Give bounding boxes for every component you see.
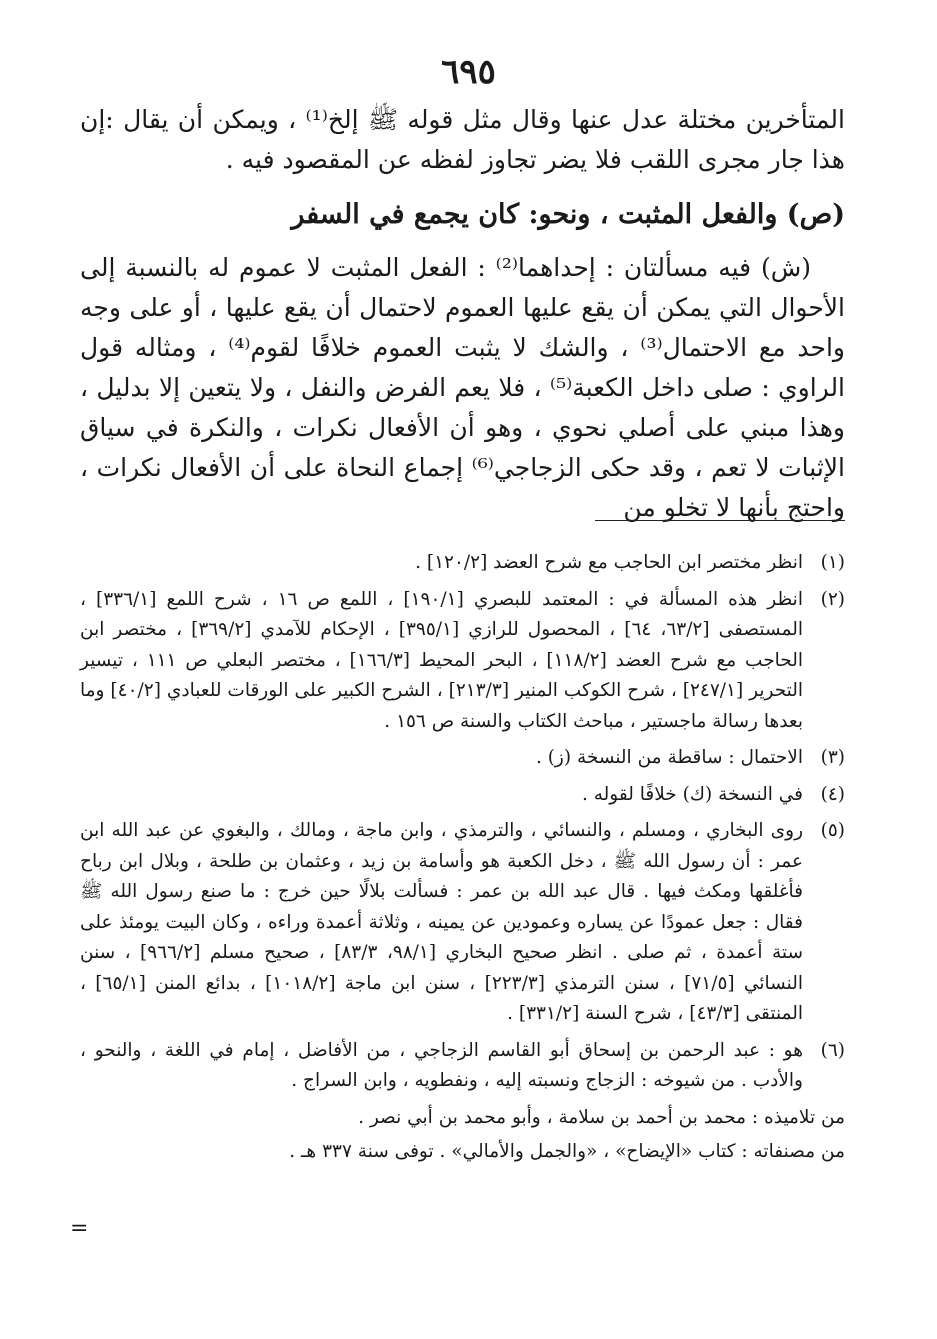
footnote-2 [80, 585, 845, 738]
footnote-text: انظر مختصر ابن الحاجب مع شرح العضد [١٢٠/٢] . [415, 552, 803, 573]
footnote-text: انظر هذه المسألة في : المعتمد للبصري [١٩٠/١] ، اللمع ص ١٦ ، شرح اللمع [٣٣٦/١] ، المستصفى [٦٣/٢، ٦٤] ، المحصول للرازي [٣٩٥/١] ، الإحكام للآمدي [٣٦٩/٢] ، مختصر ابن الحاجب مع شرح العضد [١١٨/٢] ، البحر المحيط [١٦٦/٣] ، مختصر البعلي ص ١١١ ، تيسير التحرير [٢٤٧/١] ، شرح الكوكب المنير [٢١٣/٣] ، الشرح الكبير على الورقات للعبادي [٤٠/٢] وما بعدها رسالة ماجستير ، مباحث الكتاب والسنة ص ١٥٦ . [80, 588, 803, 732]
footnote-6 [80, 1036, 845, 1097]
footnote-separator [595, 520, 845, 521]
footnote-6-works: من مصنفاته : كتاب «الإيضاح» ، «والجمل والأمالي» . توفى سنة ٣٣٧ هـ . [289, 1141, 845, 1162]
main-paragraph-2: (ش) فيه مسألتان : إحداهما⁽²⁾ : الفعل المثبت لا عموم له بالنسبة إلى الأحوال التي يمكن أن يقع عليها العموم لاحتمال أن يقع عليها ، أو على وجه واحد مع الاحتمال⁽³⁾ ، والشك لا يثبت العموم خلافًا لقوم⁽⁴⁾ ، ومثاله قول الراوي : صلى داخل الكعبة⁽⁵⁾ ، فلا يعم الفرض والنفل ، ولا يتعين إلا بدليل ، وهذا مبني على أصلي نحوي ، وهو أن الأفعال نكرات ، والنكرة في سياق الإثبات لا تعم ، وقد حكى الزجاجي⁽⁶⁾ إجماع النحاة على أن الأفعال نكرات ، واحتج بأنها لا تخلو من [80, 253, 846, 522]
footnote-6-students: من تلاميذه : محمد بن أحمد بن سلامة ، وأبو محمد بن أبي نصر . [358, 1106, 845, 1128]
main-paragraph-1: المتأخرين مختلة عدل عنها وقال مثل قوله ﷺ إلخ⁽¹⁾ ، ويمكن أن يقال :إن هذا جار مجرى اللقب فلا يضر تجاوز لفظه عن المقصود فيه . [80, 105, 845, 174]
footnotes [80, 548, 845, 1172]
footnote-text: هو : عبد الرحمن بن إسحاق أبو القاسم الزجاجي ، من الأفاضل ، إمام في اللغة ، والنحو ، والأدب . من شيوخه : الزجاج ونسبته إليه ، ونفطويه ، وابن السراج . [80, 1039, 803, 1091]
footnote-marker: (٢) [820, 588, 845, 610]
continuation-mark: = [70, 1216, 89, 1241]
footnote-1 [80, 548, 845, 579]
main-text [80, 100, 845, 528]
footnote-marker: (٣) [820, 747, 845, 768]
footnote-marker: (٤) [820, 783, 845, 805]
footnote-text: في النسخة (ك) خلافًا لقوله . [581, 783, 803, 805]
footnote-marker: (١) [820, 552, 845, 573]
footnote-marker: (٦) [820, 1039, 845, 1061]
footnote-3 [80, 743, 845, 774]
page-number: ٦٩٥ [441, 52, 496, 92]
footnote-4 [80, 780, 845, 811]
footnote-text: روى البخاري ، ومسلم ، والنسائي ، والترمذي ، وابن ماجة ، ومالك ، والبغوي عن عبد الله ابن عمر : أن رسول الله ﷺ ، دخل الكعبة هو وأسامة بن زيد ، وعثمان بن طلحة ، وبلال ابن رباح فأغلقها ومكث فيها . قال عبد الله بن عمر : فسألت بلالًا حين خرج : ما صنع رسول الله ﷺ فقال : جعل عمودًا عن يساره وعمودين عن يمينه ، وثلاثة أعمدة وراءه ، وكان البيت يومئذ على ستة أعمدة ، ثم صلى . انظر صحيح البخاري [٩٨/١، ٨٣/٣] ، صحيح مسلم [٩٦٦/٢] ، سنن النسائي [٧١/٥] ، سنن الترمذي [٢٢٣/٣] ، سنن ابن ماجة [١٠١٨/٢] ، بدائع المنن [٦٥/١] ، المنتقى [٤٣/٣] ، شرح السنة [٣٣١/٢] . [80, 820, 804, 1024]
footnote-5 [80, 816, 845, 1030]
section-heading: (ص) والفعل المثبت ، ونحو: كان يجمع في السفر [291, 199, 845, 230]
footnote-marker: (٥) [820, 820, 845, 841]
footnote-text: الاحتمال : ساقطة من النسخة (ز) . [535, 747, 803, 768]
